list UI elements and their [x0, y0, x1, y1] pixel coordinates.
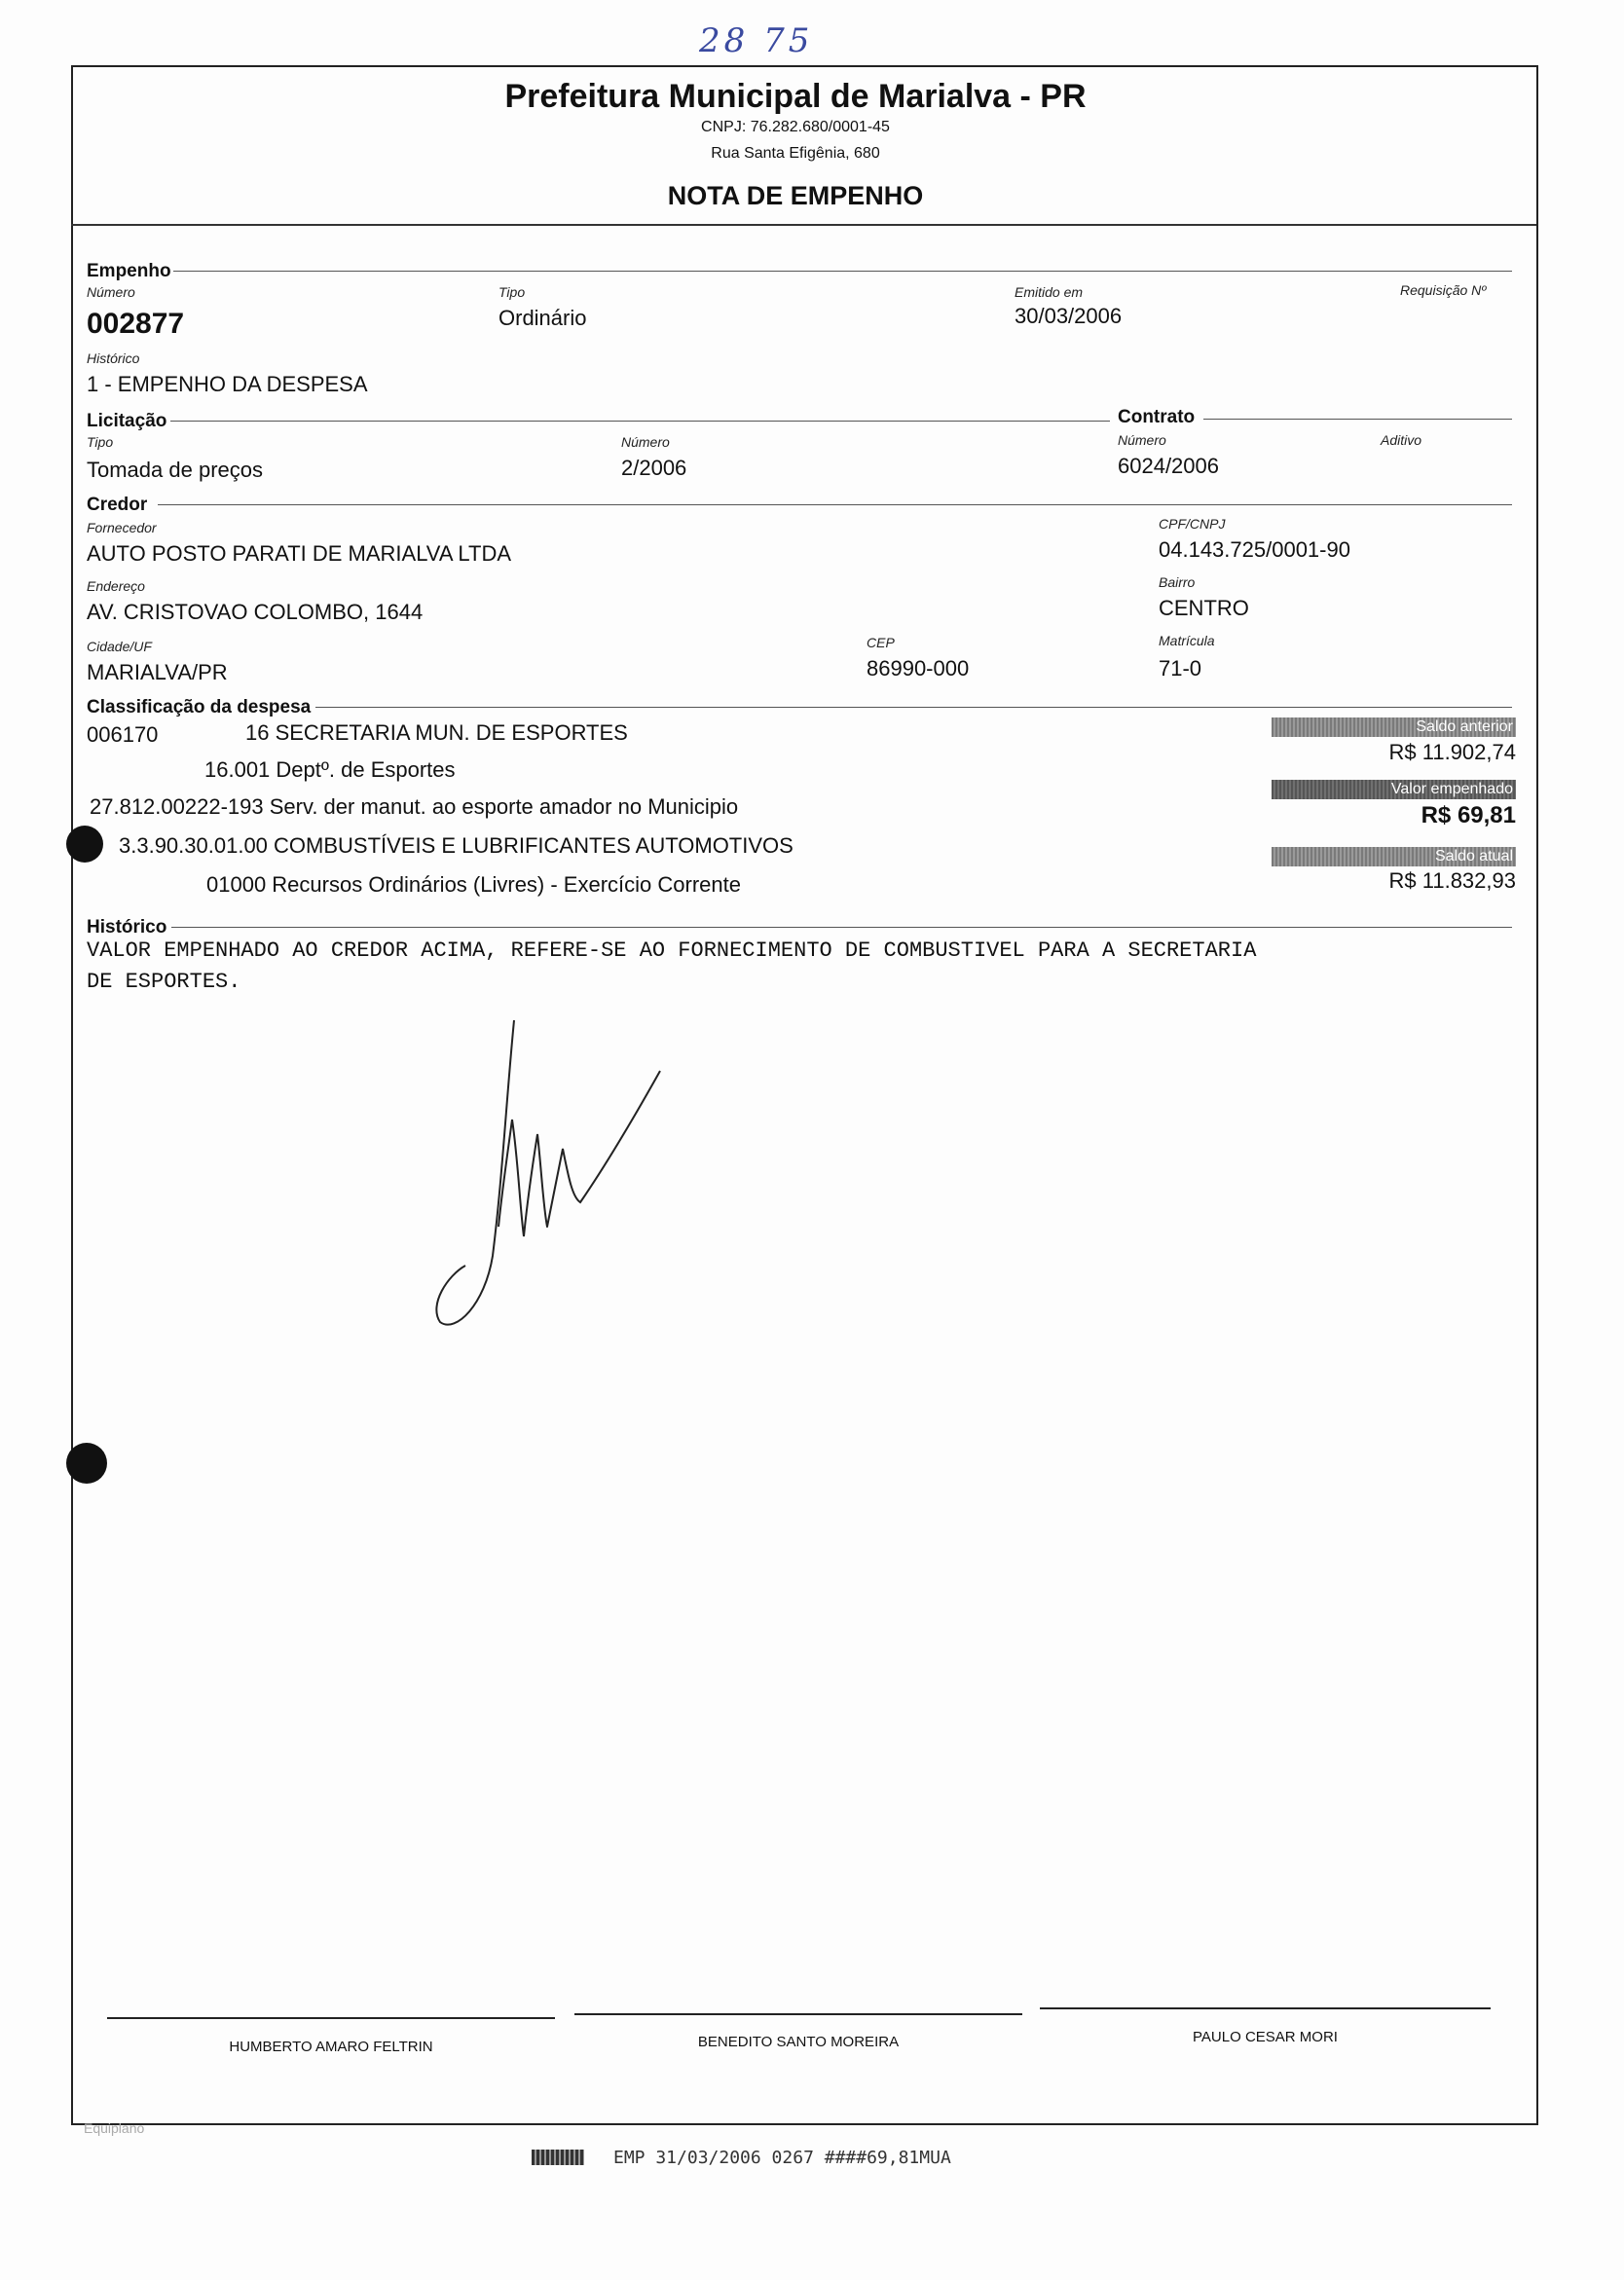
fornecedor-label: Fornecedor — [87, 520, 157, 535]
historico-line: VALOR EMPENHADO AO CREDOR ACIMA, REFERE-SE AO FORNECIMENTO DE COMBUSTIVEL PARA A SECRETARIA — [87, 938, 1257, 963]
historico-section-rule — [171, 927, 1512, 928]
cpf-label: CPF/CNPJ — [1159, 516, 1226, 532]
signature-line — [1040, 2007, 1491, 2009]
header-cnpj: CNPJ: 76.282.680/0001-45 — [701, 119, 890, 135]
licitacao-section-rule — [170, 421, 1110, 422]
saldo-anterior-bar: Saldo anterior — [1272, 717, 1516, 737]
credor-endereco: AV. CRISTOVAO COLOMBO, 1644 — [87, 600, 424, 624]
requisicao-label: Requisição Nº — [1400, 282, 1487, 298]
signatory-name: HUMBERTO AMARO FELTRIN — [229, 2039, 433, 2055]
empenho-tipo: Ordinário — [498, 306, 587, 330]
empenho-emitido: 30/03/2006 — [1015, 304, 1123, 328]
historico-line: DE ESPORTES. — [87, 970, 241, 994]
cep-label: CEP — [867, 635, 895, 650]
header-divider — [71, 224, 1536, 226]
licitacao-numero-label: Número — [621, 434, 670, 450]
signatory-name: PAULO CESAR MORI — [1193, 2029, 1338, 2045]
classificacao-line: 3.3.90.30.01.00 COMBUSTÍVEIS E LUBRIFICANTES AUTOMOTIVOS — [119, 833, 794, 858]
licitacao-tipo-label: Tipo — [87, 434, 114, 450]
contrato-section-title: Contrato — [1118, 407, 1196, 427]
valor-empenhado-bar: Valor empenhado — [1272, 780, 1516, 799]
handwritten-page-number: 28 75 — [699, 21, 814, 60]
credor-cep: 86990-000 — [867, 656, 970, 680]
footer-stamp: EMP 31/03/2006 0267 ####69,81MUA — [613, 2148, 951, 2168]
classificacao-code: 006170 — [87, 722, 159, 747]
doc-title: NOTA DE EMPENHO — [667, 181, 924, 210]
signature-line — [107, 2017, 555, 2019]
stamp-logo-icon — [532, 2150, 584, 2165]
punch-hole-mark — [66, 1443, 107, 1484]
saldo-atual-bar: Saldo atual — [1272, 847, 1516, 866]
bairro-label: Bairro — [1159, 574, 1196, 590]
licitacao-tipo: Tomada de preços — [87, 458, 263, 482]
classificacao-line: 27.812.00222-193 Serv. der manut. ao esporte amador no Municipio — [90, 794, 739, 819]
endereco-label: Endereço — [87, 578, 145, 594]
signature-line — [574, 2013, 1022, 2015]
historico-section-title: Histórico — [87, 917, 167, 938]
licitacao-numero: 2/2006 — [621, 456, 687, 480]
credor-section-title: Credor — [87, 495, 148, 515]
classificacao-line: 01000 Recursos Ordinários (Livres) - Exercício Corrente — [206, 872, 741, 897]
classificacao-line: 16 SECRETARIA MUN. DE ESPORTES — [245, 720, 628, 745]
empenho-section-title: Empenho — [87, 261, 171, 281]
classificacao-section-title: Classificação da despesa — [87, 697, 312, 717]
credor-matricula: 71-0 — [1159, 656, 1202, 680]
aditivo-label: Aditivo — [1381, 432, 1422, 448]
brand-watermark: Equiplano — [84, 2120, 145, 2136]
saldo-atual-value: R$ 11.832,93 — [1388, 868, 1516, 893]
valor-empenhado-value: R$ 69,81 — [1421, 802, 1516, 828]
tipo-label: Tipo — [498, 284, 526, 300]
header-address: Rua Santa Efigênia, 680 — [711, 145, 880, 162]
contrato-numero: 6024/2006 — [1118, 454, 1219, 478]
licitacao-section-title: Licitação — [87, 411, 167, 431]
credor-bairro: CENTRO — [1159, 596, 1249, 620]
matricula-label: Matrícula — [1159, 633, 1215, 648]
empenho-historico: 1 - EMPENHO DA DESPESA — [87, 372, 368, 396]
numero-label: Número — [87, 284, 135, 300]
credor-cpf: 04.143.725/0001-90 — [1159, 537, 1350, 562]
classificacao-section-rule — [315, 707, 1512, 708]
credor-fornecedor: AUTO POSTO PARATI DE MARIALVA LTDA — [87, 541, 512, 566]
handwritten-signature — [428, 1012, 720, 1334]
historico-label: Histórico — [87, 350, 140, 366]
contrato-section-rule — [1203, 419, 1512, 420]
empenho-section-rule — [173, 271, 1512, 272]
credor-section-rule — [158, 504, 1512, 505]
saldo-anterior-value: R$ 11.902,74 — [1388, 740, 1516, 764]
emitido-label: Emitido em — [1015, 284, 1084, 300]
cidade-label: Cidade/UF — [87, 639, 152, 654]
classificacao-line: 16.001 Deptº. de Esportes — [204, 757, 456, 782]
contrato-numero-label: Número — [1118, 432, 1166, 448]
empenho-numero: 002877 — [87, 308, 185, 340]
credor-cidade: MARIALVA/PR — [87, 660, 228, 684]
punch-hole-mark — [66, 826, 103, 863]
header-title: Prefeitura Municipal de Marialva - PR — [504, 78, 1087, 115]
signatory-name: BENEDITO SANTO MOREIRA — [697, 2034, 900, 2050]
